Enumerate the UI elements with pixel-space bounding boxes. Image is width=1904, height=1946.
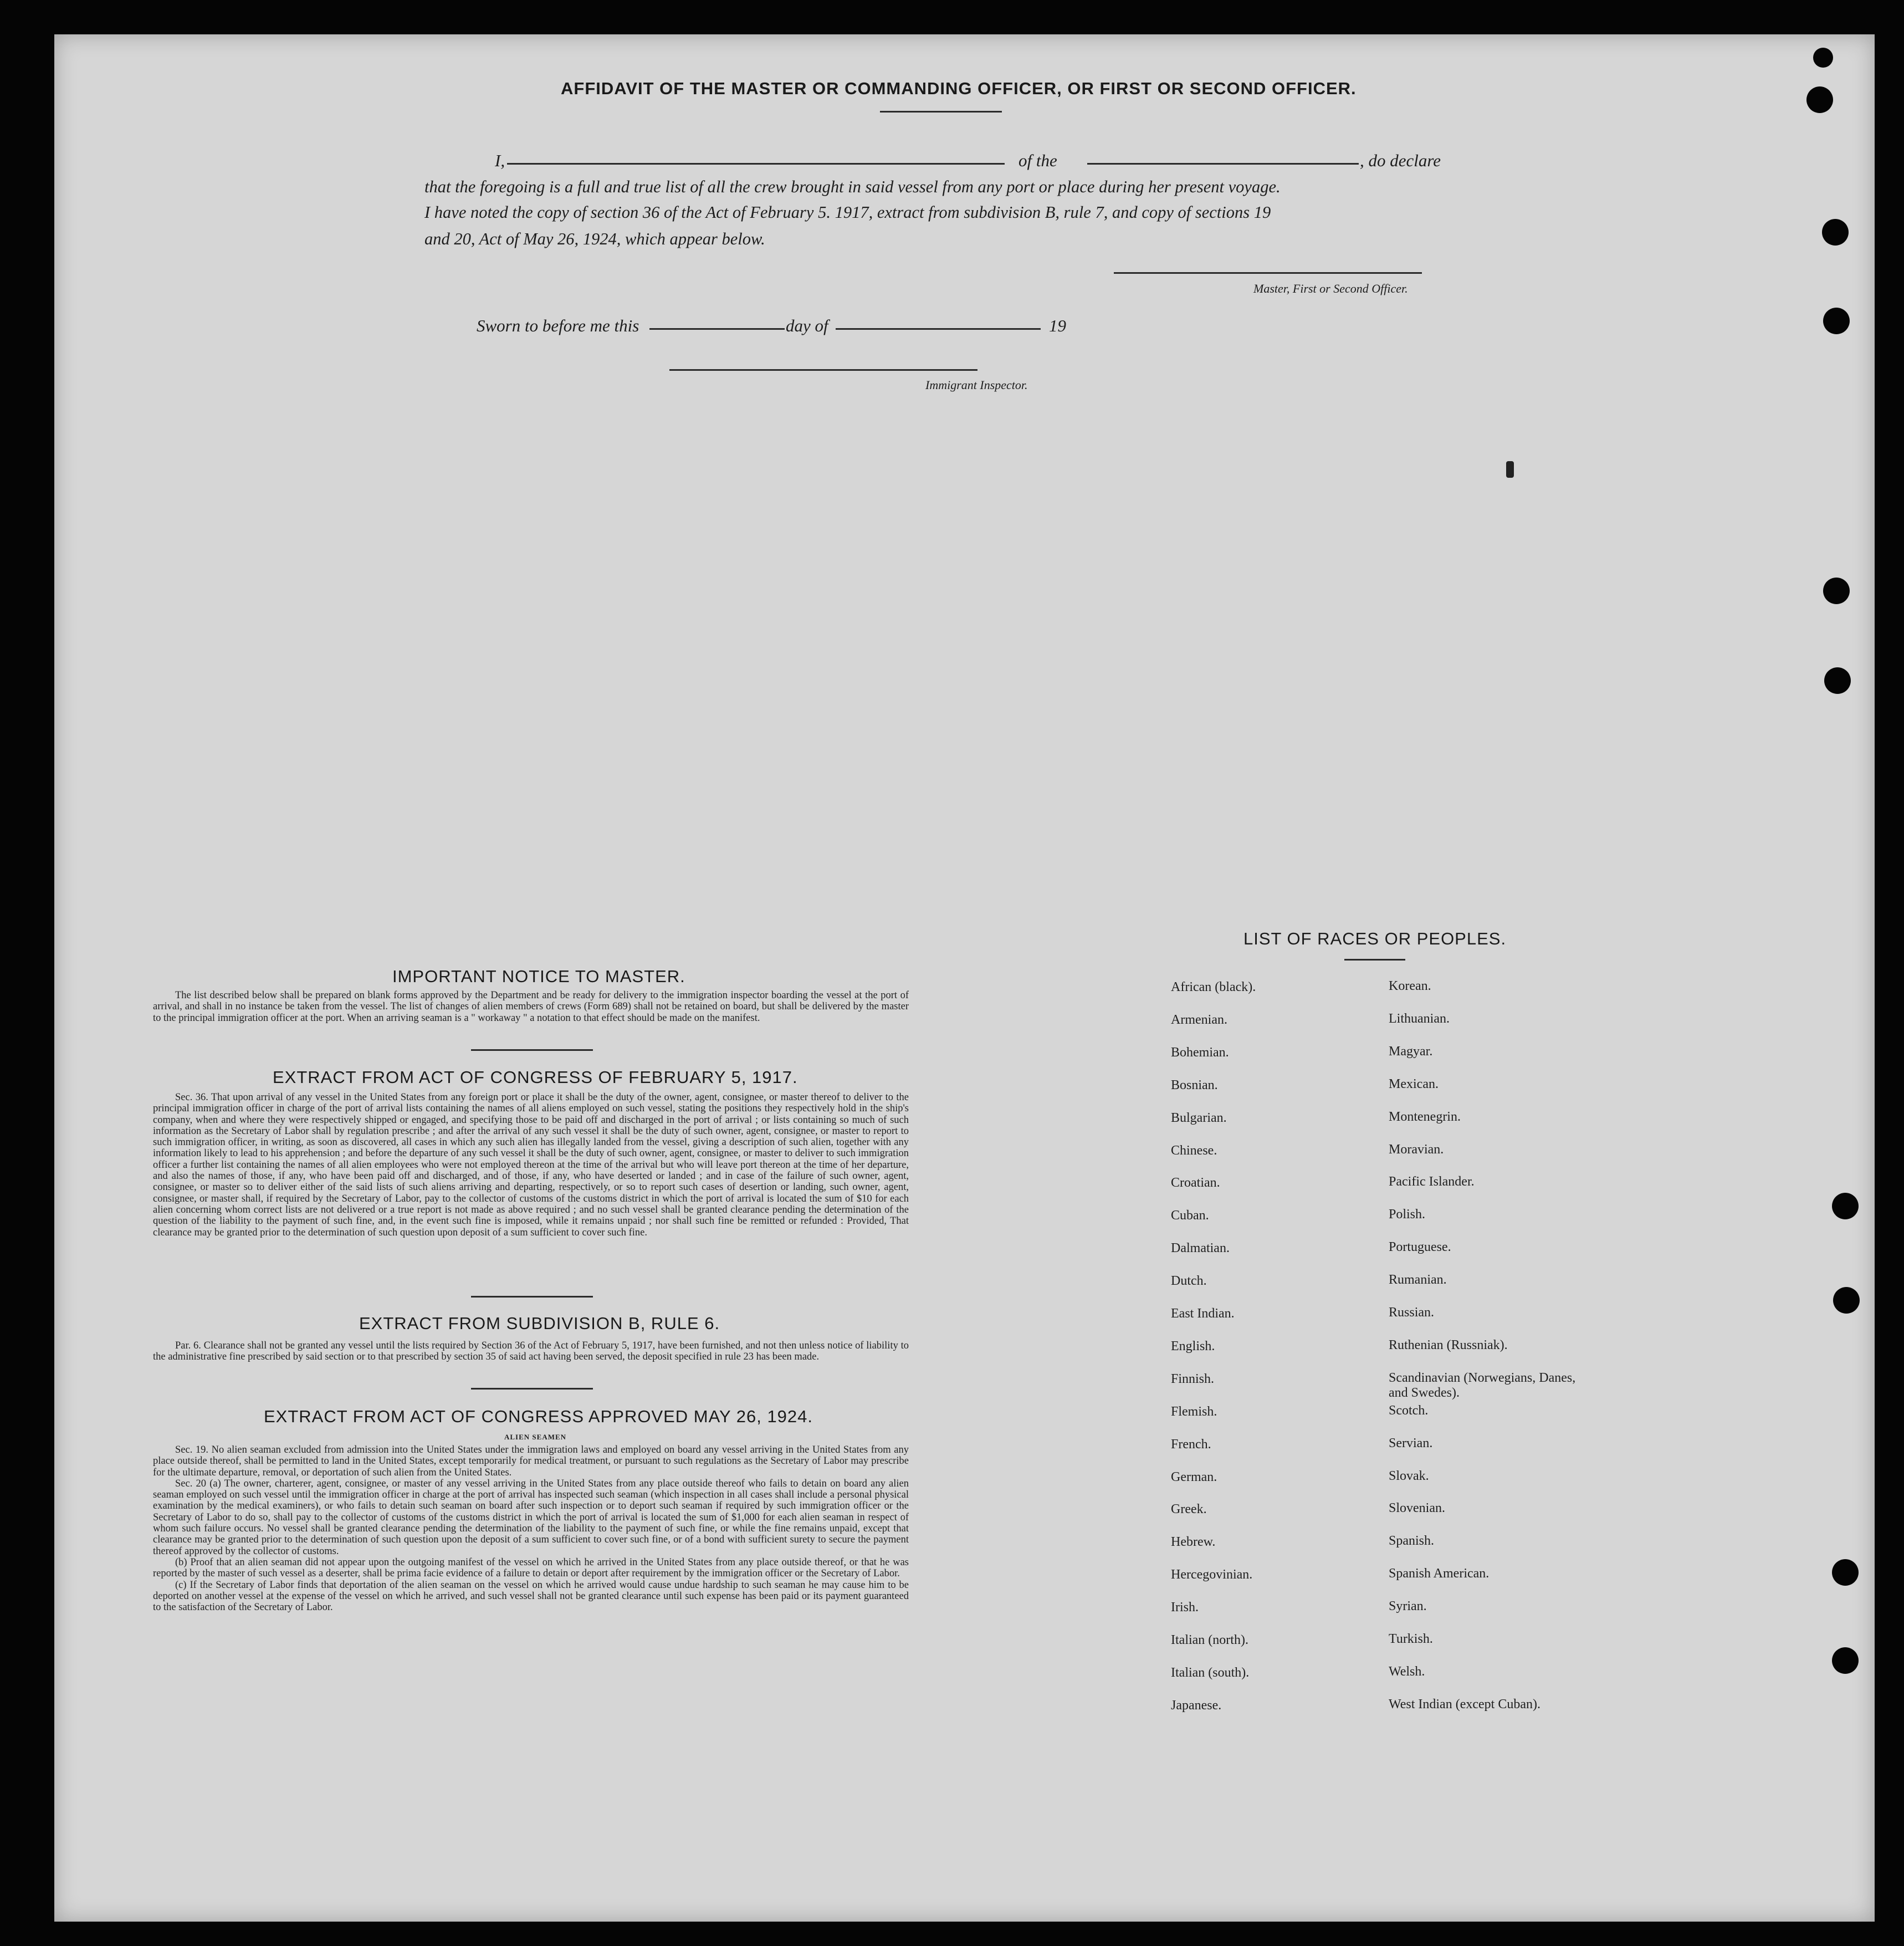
punch-hole	[1823, 308, 1850, 334]
sec-36-paragraph: Sec. 36. That upon arrival of any vessel in the United States from any foreign port or place it shall be the duty of the owner, agent, consignee, or master thereof to deliver to the principal immigration officer in charge of the port of arrival lists containing the names of all aliens employed on such vessel, stating the positions they respectively hold in the ship's company, when and where they were respectively shipped or engaged, and specifying those to be paid off and discharged in the port of arrival ; or lists containing so much of such information as the Secretary of Labor shall by regulation prescribe ; and after the arrival of any such vessel it shall be the duty of such owner, agent, consignee, or master to report to such immigration officer, in writing, as soon as discovered, all cases in which any such alien has illegally landed from the vessel, giving a description of such alien, together with any information likely to lead to his apprehension ; and before the departure of any such vessel it shall be the duty of such owner, agent, consignee, or master to deliver to such immigration officer a further list containing the names of all alien employees who were not employed thereon at the time of the arrival but who will leave port thereon at the time of her departure, and also the names of those, if any, who have been paid off and discharged, and of those, if any, who have deserted or landed ; and in case of the failure of such owner, agent, consignee, or master so to deliver either of the said lists of such aliens arriving and departing, respectively, or so to report such cases of desertion or landing, such owner, agent, consignee, or master shall, if required by the Secretary of Labor, pay to the collector of customs of the customs district in which the port of arrival is located the sum of $10 for each alien concerning whom correct lists are not delivered or a true report is not made as above required ; and no such vessel shall be granted clearance pending the determination of the question of the liability to the payment of such fine, and, in the event such fine is imposed, while it remains unpaid ; nor shall such fine be remitted or refunded : Provided, That clearance may be granted prior to the determination of such question upon deposit of a sum sufficient to cover such fine.	[153, 1092, 909, 1238]
notice-body	[153, 990, 909, 1024]
race-item: Slovenian.	[1389, 1501, 1445, 1516]
ink-spot	[1506, 461, 1514, 478]
race-item: African (black).	[1171, 980, 1256, 994]
declare-line-2: that the foregoing is a full and true list of all the crew brought in said vessel from any port or place during her present voyage.	[424, 177, 1281, 196]
sworn-day-line	[649, 328, 785, 330]
race-item: Servian.	[1389, 1436, 1433, 1450]
sec-20b-paragraph: (b) Proof that an alien seaman did not appear upon the outgoing manifest of the vessel on which he arrived in the United States from any place outside thereof, or that he was reported by the master of such vessel as a deserter, shall be prima facie evidence of a failure to detain or deport after requirement by the immigration officer or the Secretary of Labor.	[153, 1556, 909, 1580]
declare-line-3: I have noted the copy of section 36 of the Act of February 5. 1917, extract from subdivision B, rule 7, and copy of sections 19	[424, 203, 1271, 222]
punch-hole	[1806, 86, 1833, 113]
race-item: Dutch.	[1171, 1274, 1207, 1289]
race-item: Croatian.	[1171, 1176, 1220, 1191]
subdivision-title: EXTRACT FROM SUBDIVISION B, RULE 6.	[359, 1314, 720, 1333]
race-item: English.	[1171, 1339, 1215, 1353]
inspector-line	[669, 369, 977, 371]
title-rule	[880, 111, 1002, 113]
race-item: Welsh.	[1389, 1664, 1425, 1679]
signature-line	[1114, 272, 1422, 274]
punch-hole	[1832, 1559, 1859, 1586]
race-item: West Indian (except Cuban).	[1389, 1697, 1540, 1712]
extract-1924-body	[153, 1444, 909, 1613]
race-item: Slovak.	[1389, 1468, 1429, 1483]
sec-20c-paragraph: (c) If the Secretary of Labor finds that deportation of the alien seaman on the vessel on which he arrived would cause undue hardship to such seaman he may cause him to be deported on another vessel at the expense of the vessel on which he arrived, and such vessel shall not be granted clearance until such expense has been paid or its payment guaranteed to the satisfaction of the Secretary of Labor.	[153, 1579, 909, 1613]
race-item: Pacific Islander.	[1389, 1174, 1475, 1189]
race-item: Italian (south).	[1171, 1665, 1250, 1680]
extract-1917-title: EXTRACT FROM ACT OF CONGRESS OF FEBRUARY 5, 1917.	[273, 1068, 798, 1087]
section-rule	[471, 1049, 593, 1051]
vessel-blank-line	[1087, 163, 1359, 165]
race-item: Bohemian.	[1171, 1045, 1229, 1060]
race-item: Turkish.	[1389, 1632, 1433, 1646]
race-item: Cuban.	[1171, 1208, 1209, 1223]
punch-hole	[1823, 578, 1850, 604]
signature-label: Master, First or Second Officer.	[1253, 282, 1408, 295]
race-item: Magyar.	[1389, 1044, 1433, 1059]
alien-seamen-subtitle: ALIEN SEAMEN	[504, 1433, 567, 1441]
race-item: Portuguese.	[1389, 1240, 1451, 1255]
declare-end: , do declare	[1360, 151, 1441, 170]
race-item: Polish.	[1389, 1207, 1426, 1222]
sworn-day: day of	[786, 316, 828, 335]
race-item: Dalmatian.	[1171, 1241, 1230, 1256]
declare-i: I,	[495, 151, 505, 170]
races-title-rule	[1344, 959, 1405, 961]
race-item: Rumanian.	[1389, 1273, 1447, 1288]
race-item: Finnish.	[1171, 1371, 1215, 1386]
sec-20a-paragraph: Sec. 20 (a) The owner, charterer, agent, consignee, or master of any vessel arriving in the United States from any place outside thereof who fails to detain on board any alien seaman employed on such vessel until the immigration officer in charge at the port of arrival has inspected such seaman (which inspection in all cases shall include a personal physical examination by the medical examiners), or who fails to detain such seaman on board after such inspection or to deport such seaman if required by such immigration officer or the Secretary of Labor to do so, shall pay to the collector of customs of the customs district in which the port of arrival is located the sum of $1,000 for each alien seaman in respect of whom such failure occurs. No vessel shall be granted clearance pending the determination of the liability to the payment of such fine, or while the fine remains unpaid, except that clearance may be granted prior to the determination of such question upon the deposit of a sum sufficient to cover such fine, or of a bond with sufficient surety to secure the payment thereof approved by the collector of customs.	[153, 1478, 909, 1557]
race-item: Montenegrin.	[1389, 1109, 1461, 1124]
race-item: Bosnian.	[1171, 1077, 1218, 1092]
section-rule	[471, 1296, 593, 1298]
race-item: Scandinavian (Norwegians, Danes, and Swedes).	[1389, 1370, 1576, 1400]
race-item: Flemish.	[1171, 1404, 1217, 1419]
race-item: Chinese.	[1171, 1143, 1217, 1158]
punch-hole	[1832, 1193, 1859, 1219]
races-title: LIST OF RACES OR PEOPLES.	[1243, 929, 1507, 948]
race-item: Scotch.	[1389, 1403, 1429, 1418]
punch-hole	[1832, 1647, 1859, 1674]
section-rule	[471, 1388, 593, 1390]
sworn-text: Sworn to before me this	[477, 316, 639, 335]
race-item: Moravian.	[1389, 1142, 1444, 1157]
race-item: Syrian.	[1389, 1599, 1427, 1614]
notice-title: IMPORTANT NOTICE TO MASTER.	[392, 967, 685, 986]
punch-hole	[1824, 667, 1851, 694]
race-item: Bulgarian.	[1171, 1110, 1227, 1125]
declare-of: of the	[1018, 151, 1057, 170]
name-blank-line	[507, 163, 1005, 165]
race-item: French.	[1171, 1437, 1211, 1452]
race-item: Japanese.	[1171, 1698, 1222, 1713]
extract-1917-body	[153, 1092, 909, 1238]
punch-hole	[1813, 48, 1833, 68]
race-item: Spanish.	[1389, 1534, 1435, 1549]
par-6-paragraph: Par. 6. Clearance shall not be granted any vessel until the lists required by Section 36 of the Act of February 5, 1917, have been furnished, and not then unless notice of liability to the administrative fine prescribed by said section or to that prescribed by section 35 of said act having been served, the deposit specified in rule 23 has been made.	[153, 1340, 909, 1363]
race-item: Korean.	[1389, 979, 1431, 993]
race-item: Lithuanian.	[1389, 1011, 1450, 1026]
extract-1924-title: EXTRACT FROM ACT OF CONGRESS APPROVED MAY 26, 1924.	[264, 1407, 813, 1426]
inspector-label: Immigrant Inspector.	[925, 378, 1028, 392]
race-item: East Indian.	[1171, 1306, 1235, 1321]
race-item: Mexican.	[1389, 1076, 1439, 1091]
sworn-year: 19	[1049, 316, 1066, 335]
race-item: Hebrew.	[1171, 1535, 1216, 1550]
race-item: Spanish American.	[1389, 1566, 1490, 1581]
race-item: Ruthenian (Russniak).	[1389, 1337, 1508, 1352]
punch-hole	[1822, 219, 1849, 246]
sworn-month-line	[836, 328, 1041, 330]
notice-paragraph: The list described below shall be prepared on blank forms approved by the Department and be ready for delivery to the immigration inspector boarding the vessel at the port of arrival, and shall in no instance be taken from the vessel. The list of changes of alien members of crews (Form 689) shall not be retained on board, but shall be delivered by the master to the principal immigration officer at the port. When an arriving seaman is a " workaway " a notation to that effect should be made on the manifest.	[153, 990, 909, 1024]
race-item: Italian (north).	[1171, 1633, 1248, 1647]
race-item: Russian.	[1389, 1305, 1435, 1320]
sec-19-paragraph: Sec. 19. No alien seaman excluded from admission into the United States under the immigration laws and employed on board any vessel arriving in the United States from any place outside thereof, shall be permitted to land in the United States, except temporarily for medical treatment, or pursuant to such regulations as the Secretary of Labor may prescribe for the ultimate departure, removal, or deportation of such alien from the United States.	[153, 1444, 909, 1478]
race-item: Armenian.	[1171, 1012, 1227, 1027]
race-item: German.	[1171, 1469, 1217, 1484]
subdivision-body	[153, 1340, 909, 1363]
affidavit-title: AFFIDAVIT OF THE MASTER OR COMMANDING OFFICER, OR FIRST OR SECOND OFFICER.	[561, 79, 1357, 98]
document-page	[54, 34, 1875, 1922]
race-item: Irish.	[1171, 1600, 1199, 1615]
race-item: Hercegovinian.	[1171, 1567, 1253, 1582]
race-item: Greek.	[1171, 1502, 1207, 1517]
punch-hole	[1833, 1287, 1860, 1314]
declare-line-4: and 20, Act of May 26, 1924, which appear below.	[424, 229, 765, 248]
